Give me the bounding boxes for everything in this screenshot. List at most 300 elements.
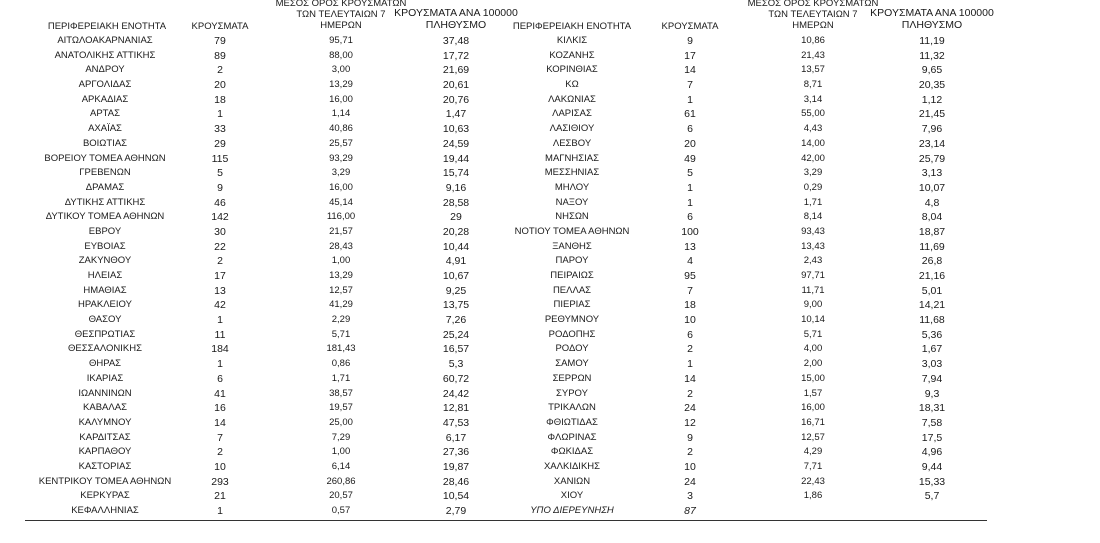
header-rate-1: ΚΡΟΥΣΜΑΤΑ ΑΝΑ 100000 xyxy=(394,7,518,19)
rate-value: 24,42 xyxy=(442,387,470,400)
avg-value: 55,00 xyxy=(801,108,825,120)
cases-value: 1 xyxy=(217,108,223,121)
table-row xyxy=(0,225,1100,240)
avg-value: 3,29 xyxy=(331,167,351,179)
cases-value: 46 xyxy=(214,196,226,209)
region-name: ΠΕΙΡΑΙΩΣ xyxy=(550,270,594,281)
avg-value: 28,43 xyxy=(329,240,353,252)
cases-value: 89 xyxy=(214,49,226,62)
cases-value: 1 xyxy=(687,181,693,194)
cases-value: 22 xyxy=(214,240,226,253)
cases-value: 10 xyxy=(214,460,226,473)
header-region: ΠΕΡΙΦΕΡΕΙΑΚΗ ΕΝΟΤΗΤΑ xyxy=(47,21,167,32)
rate-value: 1,67 xyxy=(921,343,943,356)
avg-value: 3,00 xyxy=(331,64,351,76)
rate-value: 20,28 xyxy=(442,225,470,238)
rate-value: 20,35 xyxy=(918,79,946,92)
region-name: ΓΡΕΒΕΝΩΝ xyxy=(79,167,131,179)
rate-value: 4,96 xyxy=(921,446,943,459)
rate-value: 3,03 xyxy=(921,358,943,371)
cases-value: 5 xyxy=(217,167,223,180)
avg-value: 5,71 xyxy=(331,328,351,340)
region-name: ΚΑΣΤΟΡΙΑΣ xyxy=(78,460,132,472)
region-name: ΤΡΙΚΑΛΩΝ xyxy=(548,402,596,414)
cases-value: 30 xyxy=(214,225,226,238)
table-row xyxy=(0,328,1100,343)
region-name: ΛΑΡΙΣΑΣ xyxy=(552,108,592,120)
rate-value: 19,87 xyxy=(442,460,470,473)
rate-value: 25,24 xyxy=(442,328,470,341)
region-name: ΚΟΡΙΝΘΙΑΣ xyxy=(546,64,598,76)
avg-value: 2,00 xyxy=(803,358,823,370)
bottom-rule xyxy=(25,520,987,521)
cases-value: 2 xyxy=(217,446,223,459)
region-name: ΚΩ xyxy=(565,79,579,91)
rate-value: 4,91 xyxy=(445,255,467,268)
avg-value: 4,29 xyxy=(803,446,823,458)
cases-value: 18 xyxy=(684,299,696,312)
cases-value: 29 xyxy=(214,137,226,150)
cases-value: 11 xyxy=(214,328,226,341)
header-avg-1-right: ΜΕΣΟΣ ΟΡΟΣ ΚΡΟΥΣΜΑΤΩΝ xyxy=(747,0,879,9)
region-name: ΙΚΑΡΙΑΣ xyxy=(86,372,124,384)
table-row xyxy=(0,460,1100,475)
region-name: ΖΑΚΥΝΘΟΥ xyxy=(78,255,132,267)
avg-value: 21,57 xyxy=(329,225,353,237)
region-name: ΑΧΑΪΑΣ xyxy=(88,123,122,135)
cases-value: 24 xyxy=(684,475,696,488)
rate-value: 19,44 xyxy=(442,152,470,165)
region-name: ΡΟΔΟΠΗΣ xyxy=(548,328,596,340)
region-name: ΒΟΡΕΙΟΥ ΤΟΜΕΑ ΑΘΗΝΩΝ xyxy=(44,152,166,164)
rate-value: 4,8 xyxy=(924,196,940,209)
region-name: ΑΙΤΩΛΟΑΚΑΡΝΑΝΙΑΣ xyxy=(57,35,153,46)
region-name: ΞΑΝΘΗΣ xyxy=(552,240,592,252)
avg-value: 21,43 xyxy=(801,49,825,61)
region-name: ΦΘΙΩΤΙΔΑΣ xyxy=(546,416,598,428)
avg-value: 5,71 xyxy=(803,328,823,340)
avg-value: 13,29 xyxy=(329,79,353,91)
rate-value: 9,3 xyxy=(924,387,940,400)
table-row xyxy=(0,240,1100,255)
table-row xyxy=(0,269,1100,284)
table-row xyxy=(0,342,1100,357)
rate-value: 9,16 xyxy=(445,181,467,194)
avg-value: 16,00 xyxy=(329,93,353,105)
header-rate-2: ΠΛΗΘΥΣΜΟ xyxy=(425,19,487,31)
cases-value: 33 xyxy=(214,123,226,136)
table-row xyxy=(0,357,1100,372)
rate-value: 10,44 xyxy=(442,240,470,253)
rate-value: 6,17 xyxy=(445,431,467,444)
pending-cases: 87 xyxy=(684,505,696,517)
cases-value: 6 xyxy=(687,123,693,136)
avg-value: 45,14 xyxy=(329,196,353,208)
avg-value: 95,71 xyxy=(329,35,353,46)
table-row xyxy=(0,137,1100,152)
cases-value: 2 xyxy=(687,343,693,356)
rate-value: 1,12 xyxy=(921,93,943,106)
cases-value: 21 xyxy=(214,490,226,503)
avg-value: 0,29 xyxy=(803,181,823,193)
avg-value: 181,43 xyxy=(326,343,356,355)
avg-value: 93,43 xyxy=(801,225,825,237)
cases-value: 1 xyxy=(687,93,693,106)
avg-value: 260,86 xyxy=(326,475,356,487)
cases-value: 9 xyxy=(217,181,223,194)
cases-value: 184 xyxy=(211,343,229,356)
avg-value: 1,71 xyxy=(803,196,823,208)
table-row xyxy=(0,313,1100,328)
cases-value: 42 xyxy=(214,299,226,312)
cases-value: 14 xyxy=(684,64,696,77)
region-name: ΚΕΝΤΡΙΚΟΥ ΤΟΜΕΑ ΑΘΗΝΩΝ xyxy=(38,475,172,487)
rate-value: 17,5 xyxy=(921,431,943,444)
region-name: ΚΑΡΔΙΤΣΑΣ xyxy=(79,431,131,443)
region-name: ΗΛΕΙΑΣ xyxy=(87,270,123,281)
table-row xyxy=(0,34,1100,49)
region-name: ΠΑΡΟΥ xyxy=(555,255,589,267)
rate-value: 14,21 xyxy=(918,299,946,312)
cases-value: 2 xyxy=(687,387,693,400)
rate-value: 13,75 xyxy=(442,299,470,312)
pending-label: ΥΠΟ ΔΙΕΡΕΥΝΗΣΗ xyxy=(530,505,614,516)
cases-value: 95 xyxy=(684,270,696,282)
avg-value: 1,86 xyxy=(803,490,823,502)
avg-value: 13,57 xyxy=(801,64,825,76)
cases-value: 13 xyxy=(214,284,226,297)
cases-value: 7 xyxy=(687,79,693,92)
header-avg-3: ΗΜΕΡΩΝ xyxy=(320,20,362,31)
table-row xyxy=(0,298,1100,313)
header-rate-1-right: ΚΡΟΥΣΜΑΤΑ ΑΝΑ 100000 xyxy=(870,7,994,19)
avg-value: 10,86 xyxy=(801,35,825,46)
region-name: ΝΟΤΙΟΥ ΤΟΜΕΑ ΑΘΗΝΩΝ xyxy=(514,225,630,237)
header-avg-1: ΜΕΣΟΣ ΟΡΟΣ ΚΡΟΥΣΜΑΤΩΝ xyxy=(275,0,407,9)
header-cases-right: ΚΡΟΥΣΜΑΤΑ xyxy=(661,21,719,32)
region-name: ΗΡΑΚΛΕΙΟΥ xyxy=(78,299,132,311)
region-name: ΔΥΤΙΚΟΥ ΤΟΜΕΑ ΑΘΗΝΩΝ xyxy=(45,211,165,223)
cases-value: 7 xyxy=(687,284,693,297)
avg-value: 22,43 xyxy=(801,475,825,487)
cases-value: 61 xyxy=(684,108,696,121)
rate-value: 10,54 xyxy=(442,490,470,503)
region-name: ΚΕΡΚΥΡΑΣ xyxy=(80,490,130,502)
avg-value: 88,00 xyxy=(329,49,353,61)
table-row xyxy=(0,122,1100,137)
avg-value: 19,57 xyxy=(329,402,353,414)
header-avg-3-right: ΗΜΕΡΩΝ xyxy=(792,20,834,31)
region-name: ΘΕΣΠΡΩΤΙΑΣ xyxy=(74,328,136,340)
region-name: ΛΕΣΒΟΥ xyxy=(552,137,592,149)
table-row xyxy=(0,475,1100,490)
region-name: ΜΑΓΝΗΣΙΑΣ xyxy=(545,152,599,164)
table-row xyxy=(0,181,1100,196)
region-name: ΚΑΡΠΑΘΟΥ xyxy=(78,446,132,458)
region-name: ΚΙΛΚΙΣ xyxy=(556,35,588,46)
region-name: ΑΡΤΑΣ xyxy=(90,108,120,120)
rate-value: 29 xyxy=(450,211,462,224)
rate-value: 47,53 xyxy=(442,416,470,429)
rate-value: 9,65 xyxy=(921,64,943,77)
cases-value: 17 xyxy=(214,270,226,282)
cases-value: 2 xyxy=(217,255,223,268)
region-name: ΣΕΡΡΩΝ xyxy=(552,372,592,384)
cases-value: 20 xyxy=(214,79,226,92)
rate-value: 10,63 xyxy=(442,123,470,136)
region-name: ΧΑΛΚΙΔΙΚΗΣ xyxy=(543,460,601,472)
cases-value: 14 xyxy=(214,416,226,429)
region-name: ΕΒΡΟΥ xyxy=(88,225,122,237)
avg-value: 4,43 xyxy=(803,123,823,135)
avg-value: 25,00 xyxy=(329,416,353,428)
rate-value: 11,69 xyxy=(919,240,945,253)
region-name: ΛΑΣΙΘΙΟΥ xyxy=(549,123,595,135)
cases-value: 5 xyxy=(687,167,693,180)
cases-value: 142 xyxy=(211,211,229,224)
avg-value: 40,86 xyxy=(329,123,353,135)
table-row xyxy=(0,416,1100,431)
region-name: ΜΗΛΟΥ xyxy=(554,181,590,193)
cases-value: 49 xyxy=(684,152,696,165)
region-name: ΠΕΛΛΑΣ xyxy=(552,284,592,296)
rate-value: 24,59 xyxy=(442,137,470,150)
right-table-body xyxy=(0,34,1100,519)
avg-value: 16,00 xyxy=(329,181,353,193)
avg-value: 2,29 xyxy=(331,314,351,326)
avg-value: 42,00 xyxy=(801,152,825,164)
region-name: ΚΑΛΥΜΝΟΥ xyxy=(78,416,132,428)
avg-value: 1,00 xyxy=(331,446,351,458)
region-name: ΙΩΑΝΝΙΝΩΝ xyxy=(78,387,132,399)
rate-value: 12,81 xyxy=(442,402,470,415)
rate-value: 60,72 xyxy=(442,372,470,385)
avg-value: 0,86 xyxy=(331,358,351,370)
rate-value: 9,25 xyxy=(445,284,467,297)
avg-value: 2,43 xyxy=(803,255,823,267)
region-name: ΚΑΒΑΛΑΣ xyxy=(83,402,127,414)
region-name: ΜΕΣΣΗΝΙΑΣ xyxy=(544,167,600,179)
region-name: ΦΛΩΡΙΝΑΣ xyxy=(547,431,597,443)
region-name: ΝΗΣΩΝ xyxy=(555,211,589,223)
cases-value: 12 xyxy=(684,416,696,429)
rate-value: 7,58 xyxy=(921,416,943,429)
rate-value: 7,96 xyxy=(921,123,943,136)
cases-value: 79 xyxy=(214,35,226,47)
avg-value: 38,57 xyxy=(329,387,353,399)
rate-value: 21,69 xyxy=(442,64,470,77)
rate-value: 7,26 xyxy=(445,314,467,327)
rate-value: 11,19 xyxy=(919,35,945,47)
header-rate-2-right: ΠΛΗΘΥΣΜΟ xyxy=(901,19,963,31)
region-name: ΗΜΑΘΙΑΣ xyxy=(83,284,127,296)
rate-value: 7,94 xyxy=(921,372,943,385)
region-name: ΘΕΣΣΑΛΟΝΙΚΗΣ xyxy=(68,343,142,355)
cases-value: 1 xyxy=(217,358,223,371)
cases-value: 293 xyxy=(211,475,229,488)
cases-value: 7 xyxy=(217,431,223,444)
cases-value: 2 xyxy=(687,446,693,459)
table-row xyxy=(0,166,1100,181)
avg-value: 1,71 xyxy=(331,372,351,384)
rate-value: 23,14 xyxy=(918,137,946,150)
table-row xyxy=(0,63,1100,78)
pending-row xyxy=(0,504,1100,519)
table-row xyxy=(0,152,1100,167)
rate-value: 10,07 xyxy=(918,181,946,194)
region-name: ΣΥΡΟΥ xyxy=(556,387,588,399)
avg-value: 7,29 xyxy=(331,431,351,443)
cases-value: 16 xyxy=(214,402,226,415)
region-name: ΧΙΟΥ xyxy=(560,490,584,502)
region-name: ΝΑΞΟΥ xyxy=(555,196,589,208)
table-row xyxy=(0,107,1100,122)
region-name: ΚΟΖΑΝΗΣ xyxy=(549,49,595,61)
cases-value: 115 xyxy=(211,152,229,165)
region-name: ΑΝΔΡΟΥ xyxy=(85,64,125,76)
rate-value: 2,79 xyxy=(445,505,467,517)
cases-value: 4 xyxy=(687,255,693,268)
avg-value: 4,00 xyxy=(803,343,823,355)
table-row xyxy=(0,78,1100,93)
region-name: ΡΟΔΟΥ xyxy=(555,343,589,355)
cases-value: 13 xyxy=(684,240,696,253)
region-name: ΣΑΜΟΥ xyxy=(555,358,589,370)
cases-value: 10 xyxy=(684,460,696,473)
region-name: ΚΕΦΑΛΛΗΝΙΑΣ xyxy=(71,505,139,516)
cases-value: 1 xyxy=(217,314,223,327)
table-row xyxy=(0,93,1100,108)
cases-value: 18 xyxy=(214,93,226,106)
avg-value: 15,00 xyxy=(801,372,825,384)
rate-value: 15,33 xyxy=(918,475,946,488)
avg-value: 8,71 xyxy=(803,79,823,91)
avg-value: 3,14 xyxy=(803,93,823,105)
table-row xyxy=(0,431,1100,446)
rate-value: 5,7 xyxy=(924,490,940,503)
avg-value: 97,71 xyxy=(801,270,825,281)
region-name: ΑΡΓΟΛΙΔΑΣ xyxy=(78,79,132,91)
cases-value: 24 xyxy=(684,402,696,415)
avg-value: 11,71 xyxy=(801,284,825,296)
rate-value: 21,16 xyxy=(918,270,946,282)
table-row xyxy=(0,445,1100,460)
region-name: ΑΡΚΑΔΙΑΣ xyxy=(81,93,129,105)
rate-value: 11,32 xyxy=(919,49,945,62)
table-row xyxy=(0,401,1100,416)
region-name: ΔΡΑΜΑΣ xyxy=(85,181,125,193)
rate-value: 28,58 xyxy=(442,196,470,209)
cases-value: 1 xyxy=(217,505,223,517)
rate-value: 26,8 xyxy=(921,255,943,268)
rate-value: 18,87 xyxy=(918,225,946,238)
right-table-header xyxy=(0,0,1100,34)
rate-value: 37,48 xyxy=(442,35,470,47)
rate-value: 28,46 xyxy=(442,475,470,488)
cases-value: 100 xyxy=(681,225,699,238)
rate-value: 20,61 xyxy=(442,79,470,92)
table-row xyxy=(0,372,1100,387)
header-region-right: ΠΕΡΙΦΕΡΕΙΑΚΗ ΕΝΟΤΗΤΑ xyxy=(512,21,632,32)
avg-value: 93,29 xyxy=(329,152,353,164)
avg-value: 1,14 xyxy=(331,108,351,120)
rate-value: 15,74 xyxy=(442,167,470,180)
cases-value: 9 xyxy=(687,431,693,444)
header-cases: ΚΡΟΥΣΜΑΤΑ xyxy=(191,21,249,32)
cases-value: 1 xyxy=(687,358,693,371)
region-name: ΛΑΚΩΝΙΑΣ xyxy=(548,93,596,105)
cases-value: 41 xyxy=(214,387,226,400)
table-row xyxy=(0,284,1100,299)
rate-value: 27,36 xyxy=(442,446,470,459)
rate-value: 5,01 xyxy=(921,284,943,297)
region-name: ΔΥΤΙΚΗΣ ΑΤΤΙΚΗΣ xyxy=(64,196,146,208)
header-avg-2: ΤΩΝ ΤΕΛΕΥΤΑΙΩΝ 7 xyxy=(296,9,386,20)
table-row xyxy=(0,387,1100,402)
rate-value: 9,44 xyxy=(921,460,943,473)
region-name: ΧΑΝΙΩΝ xyxy=(553,475,591,487)
avg-value: 7,71 xyxy=(803,460,823,472)
avg-value: 13,43 xyxy=(801,240,825,252)
table-row xyxy=(0,196,1100,211)
avg-value: 6,14 xyxy=(331,460,351,472)
header-avg-2-right: ΤΩΝ ΤΕΛΕΥΤΑΙΩΝ 7 xyxy=(768,9,858,20)
rate-value: 10,67 xyxy=(442,270,470,282)
region-name: ΑΝΑΤΟΛΙΚΗΣ ΑΤΤΙΚΗΣ xyxy=(54,49,156,61)
avg-value: 16,71 xyxy=(801,416,825,428)
rate-value: 16,57 xyxy=(442,343,470,356)
rate-value: 25,79 xyxy=(918,152,946,165)
cases-value: 3 xyxy=(687,490,693,503)
avg-value: 16,00 xyxy=(801,402,825,414)
rate-value: 3,13 xyxy=(921,167,943,180)
avg-value: 1,00 xyxy=(331,255,351,267)
avg-value: 13,29 xyxy=(329,270,353,281)
table-row xyxy=(0,254,1100,269)
avg-value: 12,57 xyxy=(329,284,353,296)
rate-value: 17,72 xyxy=(442,49,470,62)
rate-value: 5,36 xyxy=(921,328,943,341)
avg-value: 10,14 xyxy=(801,314,825,326)
avg-value: 0,57 xyxy=(331,505,351,516)
cases-value: 6 xyxy=(687,211,693,224)
region-name: ΡΕΘΥΜΝΟΥ xyxy=(544,314,600,326)
avg-value: 14,00 xyxy=(801,137,825,149)
avg-value: 3,29 xyxy=(803,167,823,179)
avg-value: 12,57 xyxy=(801,431,825,443)
avg-value: 25,57 xyxy=(329,137,353,149)
region-name: ΠΙΕΡΙΑΣ xyxy=(553,299,591,311)
region-name: ΦΩΚΙΔΑΣ xyxy=(550,446,594,458)
cases-value: 6 xyxy=(687,328,693,341)
cases-value: 6 xyxy=(217,372,223,385)
avg-value: 20,57 xyxy=(329,490,353,502)
avg-value: 41,29 xyxy=(329,299,353,311)
avg-value: 116,00 xyxy=(326,211,356,223)
region-name: ΕΥΒΟΙΑΣ xyxy=(84,240,126,252)
avg-value: 1,57 xyxy=(803,387,823,399)
region-name: ΒΟΙΩΤΙΑΣ xyxy=(82,137,128,149)
avg-value: 9,00 xyxy=(803,299,823,311)
region-name: ΘΑΣΟΥ xyxy=(88,314,122,326)
rate-value: 1,47 xyxy=(445,108,467,121)
rate-value: 20,76 xyxy=(442,93,470,106)
cases-value: 17 xyxy=(684,49,696,62)
cases-value: 14 xyxy=(684,372,696,385)
cases-value: 9 xyxy=(687,35,693,47)
table-row xyxy=(0,210,1100,225)
cases-value: 2 xyxy=(217,64,223,77)
